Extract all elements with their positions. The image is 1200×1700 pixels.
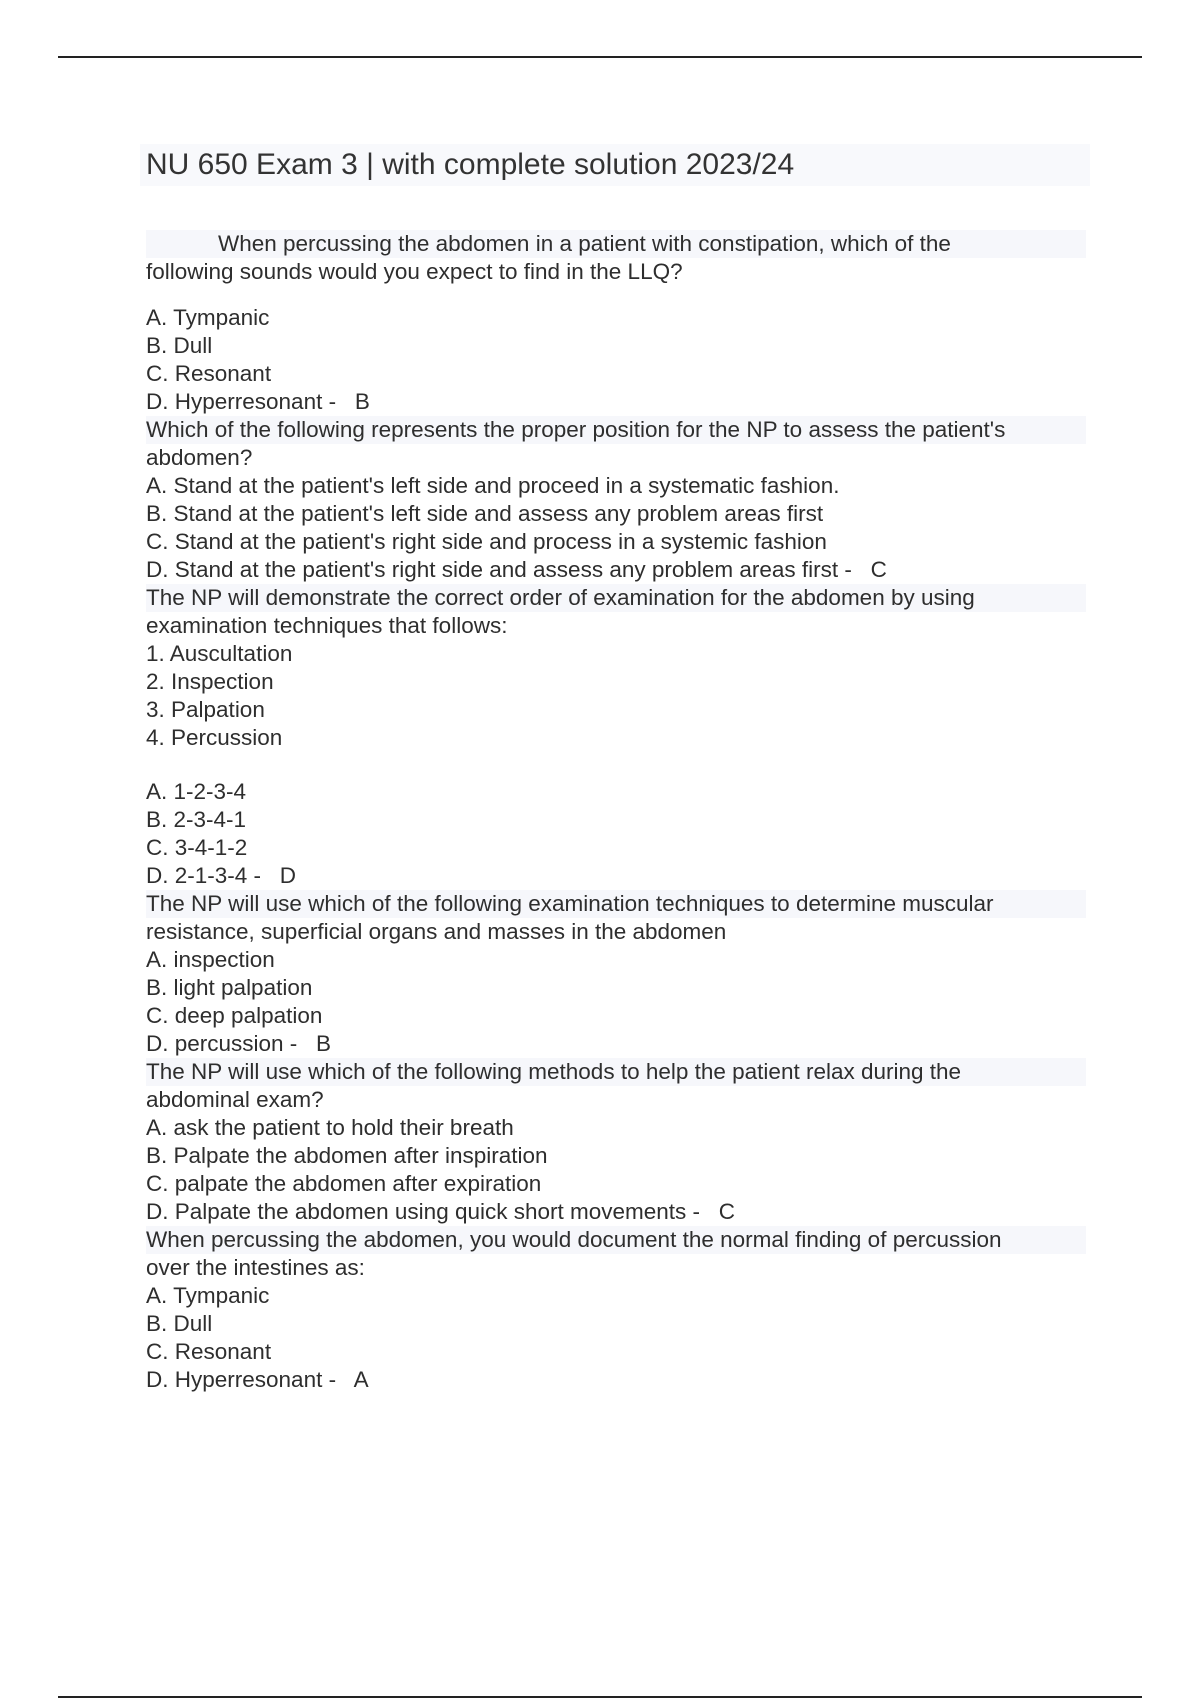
question-stem-line: resistance, superficial organs and masses in the abdomen bbox=[146, 919, 727, 944]
question-stem-line: The NP will use which of the following examination techniques to determine muscular bbox=[146, 890, 1086, 918]
answer-option: C. 3-4-1-2 bbox=[146, 835, 248, 860]
question-stem-line: The NP will demonstrate the correct order of examination for the abdomen by using bbox=[146, 584, 1086, 612]
question-stem-line: The NP will use which of the following methods to help the patient relax during the bbox=[146, 1058, 1086, 1086]
question-6 bbox=[146, 1226, 1086, 1394]
answer-option: C. palpate the abdomen after expiration bbox=[146, 1171, 542, 1196]
question-4 bbox=[146, 890, 1086, 1058]
answer-option: C. deep palpation bbox=[146, 1003, 323, 1028]
answer-option: D. Stand at the patient's right side and assess any problem areas first - C bbox=[146, 557, 887, 582]
answer-option: A. inspection bbox=[146, 947, 275, 972]
list-item: 4. Percussion bbox=[146, 725, 283, 750]
question-2 bbox=[146, 416, 1086, 584]
answer-option: B. Dull bbox=[146, 333, 213, 358]
answer-option: C. Resonant bbox=[146, 361, 272, 386]
document-body bbox=[146, 230, 1086, 1394]
answer-option: B. Stand at the patient's left side and assess any problem areas first bbox=[146, 501, 824, 526]
page-title: NU 650 Exam 3 | with complete solution 2023/24 bbox=[140, 144, 1090, 186]
answer-option: B. light palpation bbox=[146, 975, 313, 1000]
question-stem-line: When percussing the abdomen, you would document the normal finding of percussion bbox=[146, 1226, 1086, 1254]
question-5 bbox=[146, 1058, 1086, 1226]
answer-option: D. Hyperresonant - A bbox=[146, 1367, 369, 1392]
question-stem-line: following sounds would you expect to find in the LLQ? bbox=[146, 259, 683, 284]
answer-option: A. Tympanic bbox=[146, 305, 270, 330]
question-stem-line: abdomen? bbox=[146, 445, 253, 470]
list-item: 3. Palpation bbox=[146, 697, 265, 722]
answer-option: C. Resonant bbox=[146, 1339, 272, 1364]
answer-option: A. ask the patient to hold their breath bbox=[146, 1115, 514, 1140]
answer-option: D. percussion - B bbox=[146, 1031, 332, 1056]
question-stem-line: over the intestines as: bbox=[146, 1255, 365, 1280]
answer-option: B. Palpate the abdomen after inspiration bbox=[146, 1143, 548, 1168]
answer-option: A. Stand at the patient's left side and proceed in a systematic fashion. bbox=[146, 473, 840, 498]
answer-option: D. Hyperresonant - B bbox=[146, 389, 370, 414]
answer-option: C. Stand at the patient's right side and process in a systemic fashion bbox=[146, 529, 827, 554]
answer-option: A. 1-2-3-4 bbox=[146, 779, 247, 804]
question-3 bbox=[146, 584, 1086, 890]
question-stem-line: Which of the following represents the proper position for the NP to assess the patient's bbox=[146, 416, 1086, 444]
question-stem-line: When percussing the abdomen in a patient with constipation, which of the bbox=[146, 230, 1086, 258]
question-1 bbox=[146, 230, 1086, 416]
list-item: 2. Inspection bbox=[146, 669, 274, 694]
answer-option: B. 2-3-4-1 bbox=[146, 807, 247, 832]
answer-option: A. Tympanic bbox=[146, 1283, 270, 1308]
answer-option: D. 2-1-3-4 - D bbox=[146, 863, 297, 888]
bottom-rule bbox=[58, 1696, 1142, 1698]
question-stem-line: abdominal exam? bbox=[146, 1087, 324, 1112]
answer-option: B. Dull bbox=[146, 1311, 213, 1336]
answer-option: D. Palpate the abdomen using quick short movements - C bbox=[146, 1199, 736, 1224]
list-item: 1. Auscultation bbox=[146, 641, 293, 666]
top-rule bbox=[58, 56, 1142, 58]
question-stem-line: examination techniques that follows: bbox=[146, 613, 508, 638]
